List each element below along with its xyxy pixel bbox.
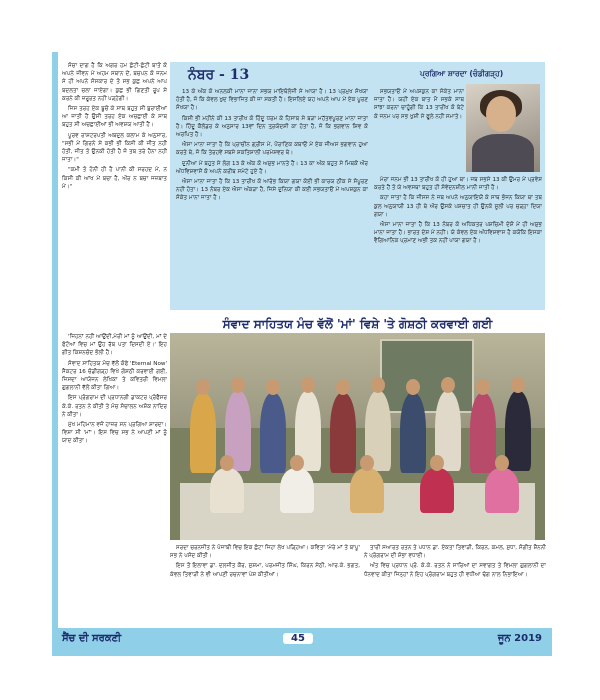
article-paragraph: ਐਸਾ ਮਾਨਾ ਜਾਤਾ ਹੈ ਕਿ 13 ਤਾਰੀਖ ਕੋ ਆਰੰਭ ਕਿਯਾ ਗਯਾ ਕੋਈ ਭੀ ਕਾਰਯ ਠੀਕ ਸੇ ਸੰਪੂਰਣ ਨਹੀਂ ਹੋਤਾ। 13 ਨੰਬਰ ਏਕ ਐਸਾ ਅੰਕੜਾ ਹੈ, ਜਿਸੇ ਦੁਨਿਯਾ ਕੀ ਕਈ ਸਭਯਤਾਓਂ ਮੇਂ ਅਪਸ਼ਕੁਨ ਕਾ ਸੰਕੇਤ ਮਾਨਾ ਜਾਤਾ ਹੈ। xyxy=(176,179,368,202)
photo-person-head xyxy=(406,379,420,395)
photo-person-head xyxy=(290,455,304,471)
article-left-paragraph: ਜਿਸ ਤਰਹ ਏਕ ਬੂਚੋਂ ਕੇ ਸਾਥ ਬਹੁਤ ਸੀ ਬੁਰਾਈਆਂ ਆ ਜਾਤੀ ਹੈਂ ਉਸੀ ਤਰਹ ਏਕ ਅਚਛਾਈ ਕੇ ਸਾਥ ਬਹੁਤ ਸੀ ਅਚਛਾਈਆਂ ਭੀ ਅਵਸ਼ਯ ਆਤੀ ਹੈਂ। xyxy=(62,106,167,129)
report-left-column xyxy=(62,333,167,623)
article-paragraph: ਮੇਰਾ ਜਨਮ ਭੀ 13 ਤਾਰੀਖ ਕੋ ਹੀ ਹੁਆ ਥਾ। ਜਬ ਸਭਸੇ 13 ਕੀ ਉਮਰ ਮੇਂ ਪ੍ਰਵੇਸ਼ ਕਰਤੇ ਹੈਂ ਤੋ ਯੇ ਅਵਸਥਾ ਬਹੁਤ ਹੀ ਸੰਵੇਦਨਸ਼ੀਲ ਮਾਨੀ ਜਾਤੀ ਹੈ। xyxy=(374,177,542,192)
report-paragraph: ਇਸ ਪ੍ਰੋਗਰਾਮ ਦੀ ਪ੍ਰਧਾਨਗੀ ਡਾਕਟਰ ਪ੍ਰੋਫੈਸਰ ਕੇ.ਕੇ. ਰਤਨ ਨੇ ਕੀਤੀ ਤੇ ਮੰਚ ਸੰਚਾਲਨ ਅਸ਼ੋਕ ਨਾਦਿਰ ਨੇ ਕੀਤਾ। xyxy=(62,395,167,418)
portrait-face-shape xyxy=(486,96,516,132)
photo-person-seated xyxy=(420,468,454,513)
photo-person-head xyxy=(371,377,385,393)
article-middle-column xyxy=(176,88,368,308)
photo-person xyxy=(470,393,496,473)
photo-person-seated xyxy=(280,468,314,513)
article-paragraph: ਕਹਾ ਜਾਤਾ ਹੈ ਕਿ ਜੀਸਸ ਨੇ ਜਬ ਅਪਨੇ ਅਨੁਯਾਇਯੋਂ ਕੇ ਸਾਥ ਭੋਜਨ ਕਿਯਾ ਥਾ ਤਬ ਕੁਲ ਅਨੁਯਾਯੀ 13 ਹੀ ਥੇ ਔਰ ਉਸਕੇ ਪਸ਼ਚਾਤ ਹੀ ਉਨਕੋ ਸੂਲੀ ਪਰ ਚੜ੍ਹਾ ਦਿਯਾ ਗਯਾ। xyxy=(374,195,542,218)
article-author: ਪ੍ਰਗਿਆ ਸ਼ਾਰਦਾ (ਚੰਡੀਗੜ੍ਹ) xyxy=(420,69,504,78)
article-left-quote: "ਕਮੀ ਤੋ ਹੋਨੀ ਹੀ ਹੈ ਪਾਨੀ ਕੀ ਸਰਹਦ ਮੇਂ, ਨ ਕਿਸੀ ਕੀ ਆਂਖ ਮੇਂ ਬਚਾ ਹੈ, ਔਰ ਨ ਬਚਾ ਜਜ਼ਬਾਤ ਮੇਂ।" xyxy=(62,167,167,190)
photo-person-head xyxy=(231,377,245,393)
article-paragraph: ਸਭਯਤਾਓਂ ਮੇਂ ਅਪਸ਼ਕੁਨ ਕਾ ਸੰਕੇਤ ਮਾਨਾ ਜਾਤਾ ਹੈ। ਯਹੀਂ ਏਕ ਬਾਤ ਮੈਂ ਸਭਕੇ ਸਾਥ ਸਾਂਝਾ ਕਰਨਾ ਚਾਹੂੰਗੀ ਕਿ 13 ਤਾਰੀਖ ਕੋ ਬੇਟੇ ਕੇ ਜਨਮ ਪਰ ਸਭ ਖੁਸ਼ੀ ਸੇ ਫੂਲੇ ਨਹੀਂ ਸਮਾਤੇ। xyxy=(374,89,464,120)
report-paragraph: 'ਜਿਹਨਾਂ ਨਹੀਂ ਆਉਂਦੀ,ਮੇਰੀ ਮਾਂ ਨੂੰ ਆਉਂਦੀ, ਮਾਂ ਦੇ ਫੋਟੋਆਂ ਵਿਚ ਮਾਂ ਉਹ ਰੱਬ ਪਤਾ ਦਿਸਦੀ ਏ।' ਇਹ ਗੀਤ ਕਿਸ਼ਨਚੰਦ ਭੋਲੀ ਹੈ। xyxy=(62,334,167,357)
photo-person-head xyxy=(441,377,455,393)
article-title: ਨੰਬਰ - 13 xyxy=(188,67,250,83)
article-left-paragraph: ਪੂਰਵ ਰਾਸ਼ਟਰਪਤੀ ਅਬਦੁਲ ਕਲਾਮ ਕੇ ਅਨੁਸਾਰ, "ਸਭੀ ਮੇਂ ਗਿਰਨੇ ਸੇ ਕਭੀ ਭੀ ਕਿਸੀ ਕੀ ਜੀਤ ਨਹੀਂ ਹੋਤੀ, ਜੀਤ ਤੋ ਉਨਕੀ ਹੋਤੀ ਹੈ ਜੋ ਤਬ ਤਰੇ ਹੈਨਾ ਨਹੀਂ ਜਾਤਾ।" xyxy=(62,132,167,164)
footer-magazine-name: ਸੈਂਚ ਦੀ ਸਰਕਣੀ xyxy=(62,633,122,644)
photo-person-head xyxy=(476,379,490,395)
report-paragraph: ਅੰਤ ਵਿਚ ਪ੍ਰਧਾਨ ਪ੍ਰੋ. ਕੇ.ਕੇ. ਰਤਨ ਨੇ ਸਾਰਿਆਂ ਦਾ ਸਵਾਗਤ ਤੇ ਵਿਮਲਾ ਗੁਗਲਾਨੀ ਦਾ ਧੰਨਵਾਦ ਕੀਤਾ ਜਿਨ੍ਹਾਂ ਨੇ ਇਹ ਪ੍ਰੋਗਰਾਮ ਬਹੁਤ ਹੀ ਵਧੀਆ ਢੰਗ ਨਾਲ ਨਿਭਾਇਆ। xyxy=(364,563,546,578)
report-bottom-column-1 xyxy=(170,544,360,624)
photo-person-head xyxy=(360,455,374,471)
photo-person-seated xyxy=(485,468,519,513)
article-paragraph: ਕਿਸੀ ਭੀ ਮਹੀਨੇ ਕੀ 13 ਤਾਰੀਖ ਕੋ ਹਿੰਦੂ ਧਰਮ ਕੇ ਹਿਸਾਬ ਸੇ ਬੜਾ ਮਹੱਤਵਪੂਰਣ ਮਾਨਾ ਜਾਤਾ ਹੈ। ਹਿੰਦੂ ਕੈਲੰਡਰ ਕੇ ਅਨੁਸਾਰ 13ਵਾਂ ਦਿਨ ਤ੍ਰਯੋਦਸ਼ੀ ਕਾ ਹੋਤਾ ਹੈ, ਜੋ ਕਿ ਭਗਵਾਨ ਸ਼ਿਵ ਕੋ ਅਰਪਿਤ ਹੈ। xyxy=(176,115,368,139)
group-photo xyxy=(170,333,545,540)
portrait-body-shape xyxy=(472,134,534,172)
photo-person-head xyxy=(336,379,350,395)
article-left-paragraph: ਸੋਚਾ ਦਾਗ ਹੈ ਕਿ ਅਗਰ ਹਮ ਛੋਟੀ-ਛੋਟੀ ਬਾਤੋਂ ਕੋ ਅਪਨੇ ਜੀਵਨ ਮੇਂ ਅਹਮ ਸਥਾਨ ਦੇਂ, ਬਚਪਨ ਕੋ ਜਨਮ ਸੇ ਹੀ ਅਪਨੇ ਸੰਸਕਾਰ ਦੇ ਤੋ ਸਭ ਕੁਛ ਅਪਨੇ ਆਪ ਬਦਲਤਾ ਚਲਾ ਜਾਏਗਾ। ਕੁਛ ਭੀ ਗਿਣਤੀ ਰੂਪ ਸੇ ਕਰਨੇ ਕੀ ਜ਼ਰੂਰਤ ਨਹੀਂ ਪੜ੍ਹੇਗੀ। xyxy=(62,63,167,102)
report-headline: ਸੰਵਾਦ ਸਾਹਿਤਯ ਮੰਚ ਵੱਲੋਂ 'ਮਾਂ' ਵਿਸ਼ੇ 'ਤੇ ਗੋਸ਼ਠੀ ਕਰਵਾਈ ਗਈ xyxy=(222,317,493,331)
photo-person-head xyxy=(266,379,280,395)
article-paragraph: ਐਸਾ ਮਾਨਾ ਜਾਤਾ ਹੈ ਕਿ 13 ਨੰਬਰ ਕੋ ਅਧਿਕਤਰ ਪਸ਼ਚਿਮੀ ਦੇਸ਼ੋਂ ਮੇਂ ਹੀ ਅਸ਼ੁਭ ਮਾਨਾ ਜਾਤਾ ਹੈ। ਭਾਰਤ ਦੇਸ਼ ਮੇਂ ਨਹੀਂ। ਯੇ ਕੇਵਲ ਏਕ ਅੰਧਵਿਸ਼ਵਾਸ ਹੈ ਕਯੋਂਕਿ ਇਸਕਾ ਵੈਗਿਆਨਿਕ ਪ੍ਰਮਾਣ ਅਭੀ ਤਕ ਨਹੀਂ ਪਾਯਾ ਗਯਾ ਹੈ। xyxy=(374,222,542,245)
page-left-accent-bar xyxy=(52,52,58,632)
article-paragraph: ਦੁਨੀਆ ਮੇਂ ਬਹੁਤ ਸੇ ਲੋਗ 13 ਕੇ ਅੰਕ ਕੋ ਅਸ਼ੁਭ ਮਾਨਤੇ ਹੈਂ। 13 ਕਾ ਅੰਕ ਬਹੁਤ ਸੇ ਮਿਥਕੋਂ ਔਰ ਅੰਧਵਿਸ਼ਵਾਸੋਂ ਕੋ ਅਪਨੇ ਕਰੀਬ ਸਮੇਟੇ ਹੁਏ ਹੈ। xyxy=(176,160,368,175)
article-right-column-top xyxy=(374,88,464,174)
photo-person xyxy=(190,393,216,473)
article-paragraph: 13 ਕੇ ਅੰਕ ਕੋ ਅਨਲਕੀ ਮਾਨਾ ਜਾਨਾ ਸਭਯ ਮਾਇਥੋਲੋਜੀ ਸੇ ਆਯਾ ਹੈ। 13 ਪ੍ਰਮੁਖ ਸੰਖਯਾ ਹੋਤੀ ਹੈ, ਜੋ ਕਿ ਕੇਵਲ ਖੁਦ ਵਿਭਾਜਿਤ ਕੀ ਜਾ ਸਕਤੀ ਹੈ। ਇਸਲਿਏ ਯਹ ਅਪਨੇ ਆਪ ਮੇਂ ਏਕ ਪੂਰਣ ਸੰਖਯਾ ਹੈ। xyxy=(176,89,368,112)
article-right-column-bottom xyxy=(374,176,542,308)
report-paragraph: ਤਾਰੀ ਸਆਰਤ ਰਤਨ ਤੇ ਪਧਾਨ ਡਾ. ਏਕਤਾ ਤਿਵਾੜੀ, ਕਿਰਨ, ਕਮਲ, ਸੁਧਾ, ਸੰਗੀਤ ਸ਼ੈਨਨੀ ਨੇ ਪ੍ਰੋਗਰਾਮ ਦੀ ਸ਼ੋਭਾ ਵਧਾਈ। xyxy=(364,545,546,560)
photo-person-head xyxy=(220,455,234,471)
report-paragraph: ਸੰਵਾਦ ਸਾਹਿਤਯ ਮੰਚ ਵੱਲੋਂ ਕੋਫੇ 'Eternal Now' ਸੈਕਟਰ 16 ਚੰਡੀਗੜ੍ਹ ਵਿਖੇ ਗੋਸ਼ਠੀ ਕਰਵਾਈ ਗਈ, ਜਿਸਦਾ ਆਯੋਜਨ ਲੇਖਿਕਾ ਤੇ ਕਵਿਤਰੀ ਵਿਮਲਾ ਗੁਗਲਾਨੀ ਵੱਲੋਂ ਕੀਤਾ ਗਿਆ। xyxy=(62,360,167,392)
report-paragraph: ਸਰਦਾ ਚਰਨਜੀਤ ਨੇ ਪੰਜਾਬੀ ਵਿਚ ਇਕ ਛੋਟਾ ਜਿਹਾ ਲੇਖ ਪੜ੍ਹਿਆ। ਕਵਿਤਾ 'ਮੇਰੇ ਮਾਂ ਤੇ ਬਾਪੂ' ਸਭ ਨੇ ਪਸੰਦ ਕੀਤੀ। xyxy=(170,545,360,560)
photo-person-seated xyxy=(210,468,244,513)
photo-person-head xyxy=(196,379,210,395)
footer-issue-date: ਜੂਨ 2019 xyxy=(497,633,542,644)
photo-person-head xyxy=(495,455,509,471)
photo-person-head xyxy=(301,377,315,393)
photo-person-head xyxy=(511,377,525,393)
photo-window xyxy=(380,339,474,413)
photo-person xyxy=(330,393,356,473)
article-left-column xyxy=(62,62,167,310)
photo-person xyxy=(260,393,286,473)
report-bottom-column-2 xyxy=(364,544,546,624)
photo-person xyxy=(505,391,531,471)
author-portrait-photo xyxy=(466,84,540,172)
page-number: 45 xyxy=(283,633,313,644)
report-paragraph: ਮੁੱਖ ਮਹਿਮਾਨ ਵਜੋਂ ਹਾਜ਼ਰ ਸਨ ਪ੍ਰਗਿਆ ਸ਼ਾਰਦਾ। ਵਿਸ਼ਾ ਸੀ 'ਮਾਂ'। ਇਸ ਵਿਚ ਸਭ ਨੇ ਆਪਣੀ ਮਾਂ ਨੂੰ ਯਾਦ ਕੀਤਾ। xyxy=(62,422,167,445)
article-paragraph: ਐਸਾ ਮਾਨਾ ਜਾਤਾ ਹੈ ਕਿ ਪ੍ਰਾਚੀਨ ਗ੍ਰੀਸ ਮੇਂ, ਪੌਰਾਣਿਕ ਕਥਾਓਂ ਮੇਂ ਏਕ ਜੀਅਸ ਭਗਵਾਨ ਹੁਆ ਕਰਤੇ ਥੇ, ਜੋ ਕਿ ਤੇਰਹਵੇਂ ਸਬਸੇ ਸ਼ਕਤਿਸ਼ਾਲੀ ਪਰਮੇਸ਼ਵਰ ਥੇ। xyxy=(176,142,368,157)
report-paragraph: ਇਸ ਤੋਂ ਇਲਾਵਾ ਡਾ. ਦਲਜੀਤ ਕੌਰ, ਸੁਸ਼ਮਾ, ਪਰਮਜੀਤ ਸਿੰਘ, ਕਿਰਨ ਸੇਠੀ, ਆਰ.ਕੇ. ਭਗਤ, ਕੇਵਲ ਤਿਵਾੜੀ ਨੇ ਵੀ ਆਪਣੀ ਰਚਨਾਵਾਂ ਪੇਸ਼ ਕੀਤੀਆਂ। xyxy=(170,563,360,578)
photo-person-seated xyxy=(350,468,384,513)
photo-person xyxy=(400,393,426,473)
photo-person-head xyxy=(430,455,444,471)
